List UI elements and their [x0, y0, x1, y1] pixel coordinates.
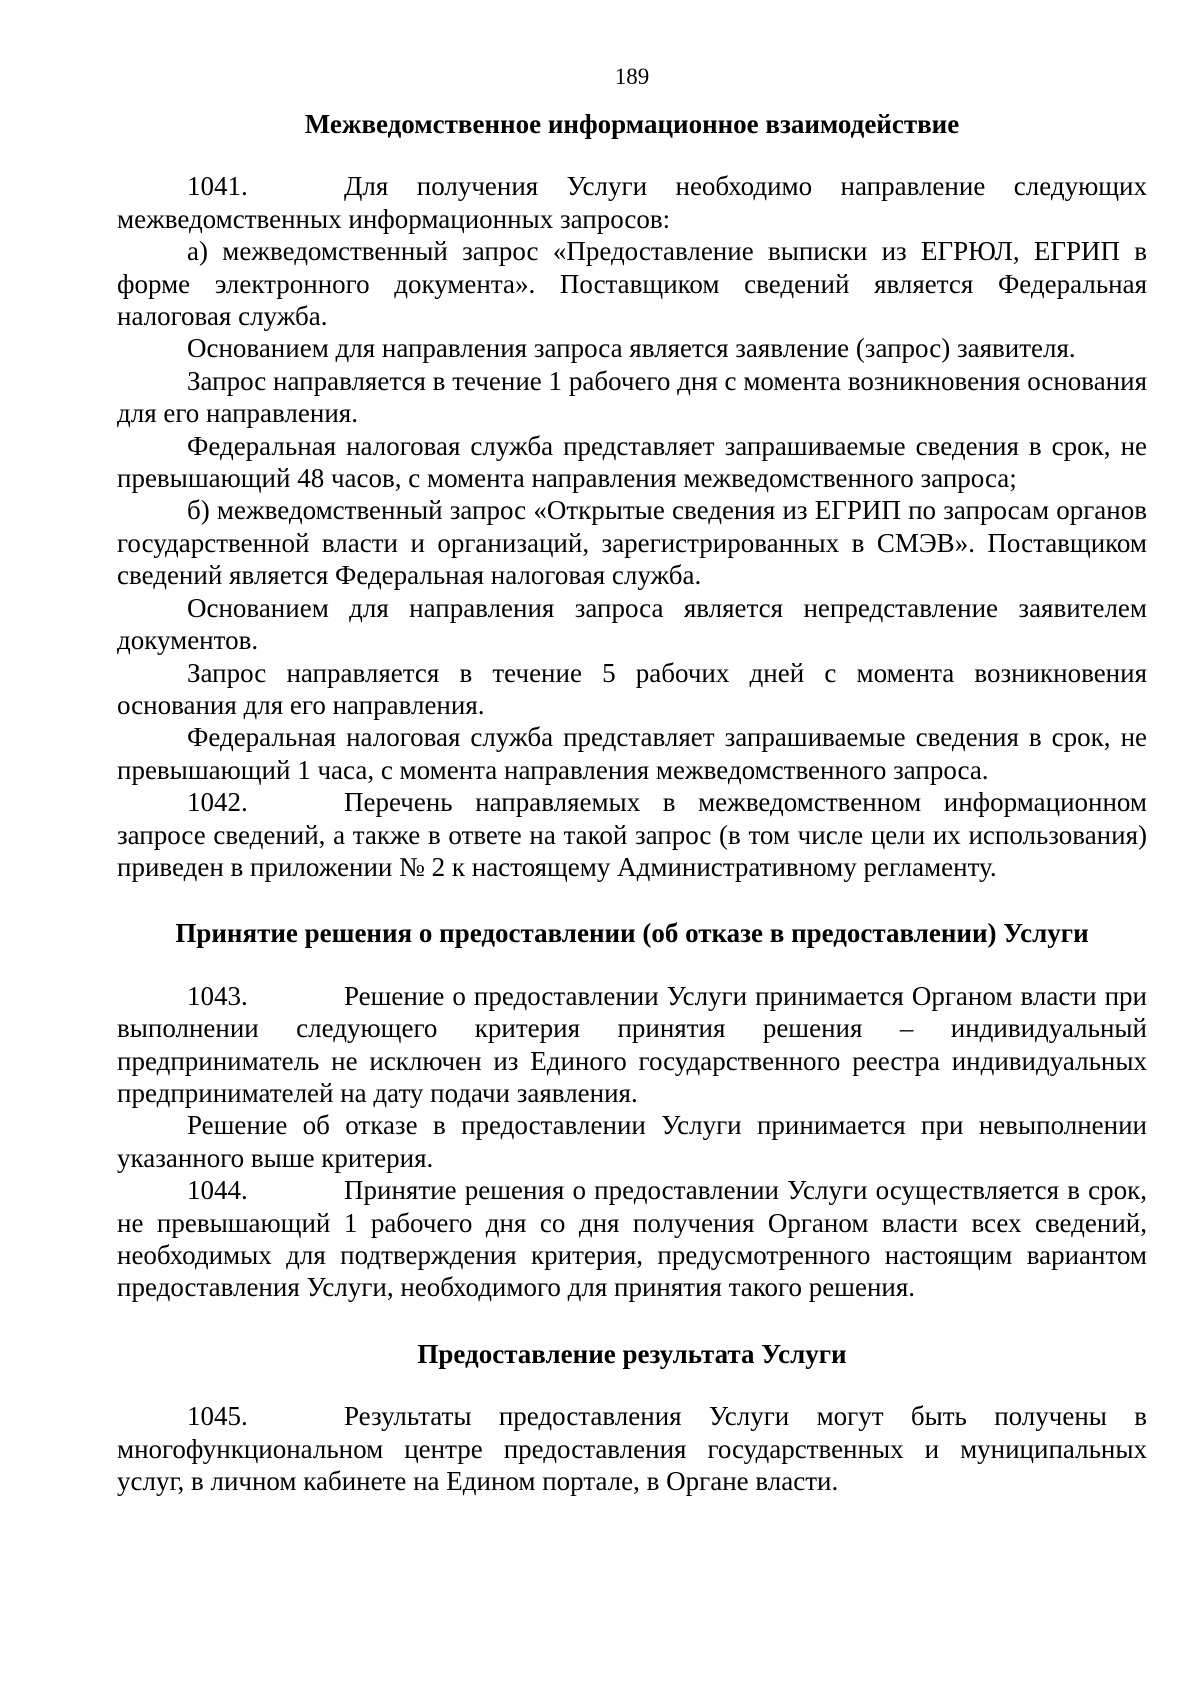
page-number: 189	[614, 64, 650, 89]
paragraph: Федеральная налоговая служба представляет запрашиваемые сведения в срок, не превышающий 1 часа, с момента направления межведомственного запроса.	[117, 722, 1147, 785]
paragraph-text: Результаты предоставления Услуги могут быть получены в многофункциональном центре предоставления государственных и муниципальных услуг, в личном кабинете на Едином портале, в Органе власти.	[117, 1401, 1147, 1497]
paragraph-text: Для получения Услуги необходимо направление следующих межведомственных информационных запросов:	[117, 171, 1147, 234]
paragraph: б) межведомственный запрос «Открытые сведения из ЕГРИП по запросам органов государственной власти и организаций, зарегистрированных в СМЭВ». Поставщиком сведений является Федеральная налоговая служба.	[117, 495, 1147, 591]
numbered-paragraph	[117, 1174, 1147, 1304]
paragraph-text: Перечень направляемых в межведомственном информационном запросе сведений, а также в ответе на такой запрос (в том числе цели их использования) приведен в приложении № 2 к настоящему Административному регламенту.	[117, 787, 1147, 882]
numbered-paragraph	[117, 170, 1147, 235]
paragraph: а) межведомственный запрос «Предоставление выписки из ЕГРЮЛ, ЕГРИП в форме электронного документа». Поставщиком сведений является Федеральная налоговая служба.	[117, 236, 1147, 332]
paragraph: Запрос направляется в течение 1 рабочего дня с момента возникновения основания для его направления.	[117, 365, 1147, 429]
numbered-paragraph	[117, 1400, 1147, 1497]
paragraph: Федеральная налоговая служба представляет запрашиваемые сведения в срок, не превышающий 48 часов, с момента направления межведомственного запроса;	[117, 430, 1147, 494]
paragraph-number: 1043.	[187, 980, 248, 1011]
section-heading: Предоставление результата Услуги	[417, 1338, 847, 1369]
paragraph-number: 1041.	[187, 171, 248, 202]
paragraph: Запрос направляется в течение 5 рабочих дней с момента возникновения основания для его направления.	[117, 657, 1147, 720]
paragraph-number: 1044.	[187, 1175, 248, 1206]
paragraph: Решение об отказе в предоставлении Услуги принимается при невыполнении указанного выше критерия.	[117, 1110, 1147, 1173]
numbered-paragraph	[117, 980, 1147, 1110]
paragraph-text: Решение о предоставлении Услуги принимается Органом власти при выполнении следующего критерия принятия решения – индивидуальный предприниматель не исключен из Единого государственного реестра индивидуальных предпринимателей на дату подачи заявления.	[117, 980, 1147, 1108]
paragraph-number: 1045.	[187, 1401, 248, 1432]
section-heading: Принятие решения о предоставлении (об отказе в предоставлении) Услуги	[175, 918, 1089, 949]
numbered-paragraph	[117, 786, 1147, 883]
document-page	[117, 62, 1147, 1497]
section-heading: Межведомственное информационное взаимодействие	[304, 109, 960, 139]
paragraph-text: Принятие решения о предоставлении Услуги осуществляется в срок, не превышающий 1 рабочего дня со дня получения Органом власти всех сведений, необходимых для подтверждения критерия, предусмотренного настоящим вариантом предоставления Услуги, необходимого для принятия такого решения.	[117, 1175, 1147, 1303]
paragraph: Основанием для направления запроса является непредставление заявителем документов.	[117, 592, 1147, 656]
paragraph: Основанием для направления запроса является заявление (запрос) заявителя.	[187, 333, 1076, 364]
paragraph-number: 1042.	[187, 787, 248, 818]
document-content	[117, 108, 1147, 1497]
